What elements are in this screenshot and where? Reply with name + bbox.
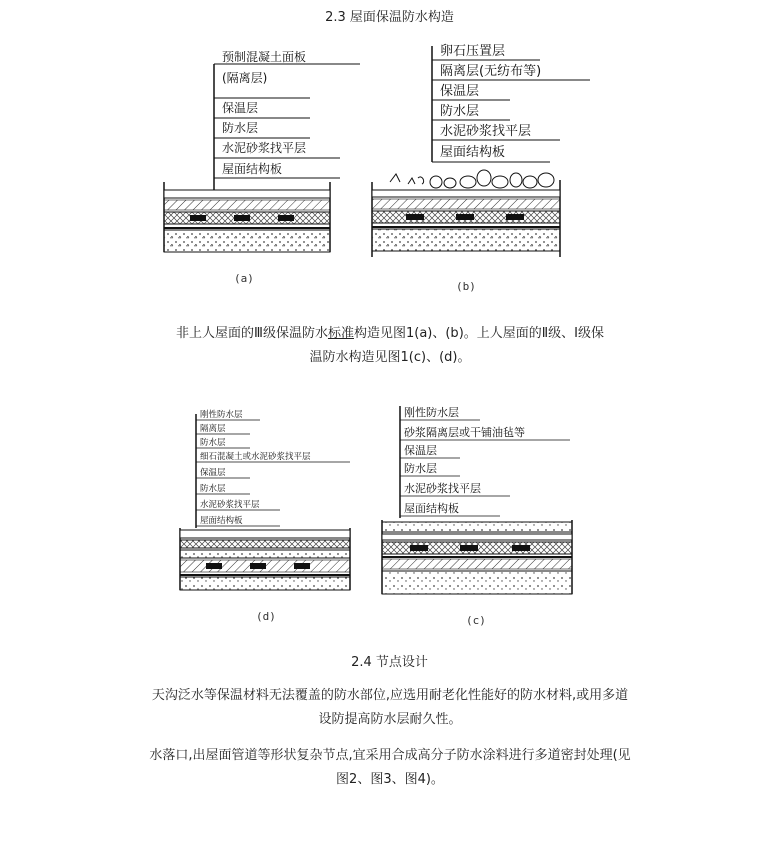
label-b-5: 水泥砂浆找平层 [440, 124, 532, 139]
label-a-2: (隔离层) [222, 71, 268, 85]
label-d-7: 水泥砂浆找平层 [200, 500, 260, 510]
label-c-2: 砂浆隔离层或干铺油毡等 [404, 426, 525, 439]
section-2-3-title: 2.3 屋面保温防水构造 [325, 10, 454, 25]
figure-1-dc [160, 400, 620, 630]
label-d-1: 刚性防水层 [200, 410, 243, 420]
label-a-5: 水泥砂浆找平层 [222, 141, 307, 155]
paragraph-3-line1: 水落口,出屋面管道等形状复杂节点,宜采用合成高分子防水涂料进行多道密封处理(见 [149, 748, 631, 763]
label-d-6: 防水层 [200, 484, 226, 494]
label-c-1: 刚性防水层 [404, 406, 459, 419]
paragraph-2-line1: 天沟泛水等保温材料无法覆盖的防水部位,应选用耐老化性能好的防水材料,或用多道 [151, 688, 629, 703]
label-a-1: 预制混凝土面板 [222, 50, 307, 64]
figure-c-labels [400, 405, 570, 518]
figure-a-labels [214, 49, 360, 198]
paragraph-2 [95, 684, 685, 732]
section-2-4-title: 2.4 节点设计 [351, 655, 428, 670]
label-d-5: 保温层 [200, 468, 226, 478]
label-a-6: 屋面结构板 [222, 162, 283, 176]
paragraph-1-line2: 温防水构造见图1(c)、(d)。 [309, 350, 471, 365]
figure-d-section [180, 528, 350, 623]
caption-d: (d) [256, 610, 276, 623]
paragraph-2-line2: 设防提高防水层耐久性。 [318, 712, 462, 727]
label-d-2: 隔离层 [200, 424, 226, 434]
paragraph-3-line2: 图2、图3、图4)。 [336, 772, 444, 787]
label-d-8: 屋面结构板 [200, 516, 243, 526]
paragraph-1-line1-b: 构造见图1(a)、(b)。上人屋面的Ⅱ级、Ⅰ级保 [353, 326, 604, 341]
figure-d-labels [196, 409, 350, 528]
label-b-6: 屋面结构板 [440, 145, 506, 160]
caption-b: (b) [456, 280, 476, 293]
label-a-3: 保温层 [222, 101, 259, 115]
figure-a-section [164, 182, 330, 285]
label-c-5: 水泥砂浆找平层 [404, 482, 481, 495]
paragraph-1-link-standard[interactable]: 标准 [327, 326, 354, 341]
figure-1-ab [150, 32, 620, 302]
figure-c-section [382, 520, 572, 627]
figure-b-labels [432, 44, 590, 162]
caption-a: (a) [234, 272, 254, 285]
figure-b-section [372, 170, 560, 293]
paragraph-1-line1-a: 非上人屋面的Ⅲ级保温防水 [176, 326, 328, 341]
label-c-3: 保温层 [404, 444, 437, 457]
label-d-4: 细石混凝土或水泥砂浆找平层 [200, 452, 311, 462]
label-d-3: 防水层 [200, 438, 226, 448]
caption-c: (c) [466, 614, 486, 627]
paragraph-3 [95, 744, 685, 792]
label-c-6: 屋面结构板 [404, 502, 459, 515]
label-c-4: 防水层 [404, 462, 437, 475]
label-b-3: 保温层 [440, 84, 480, 99]
label-b-4: 防水层 [440, 104, 480, 119]
paragraph-1 [95, 322, 685, 370]
label-b-1: 卵石压置层 [440, 44, 506, 59]
label-a-4: 防水层 [222, 121, 259, 135]
label-b-2: 隔离层(无纺布等) [440, 64, 542, 79]
